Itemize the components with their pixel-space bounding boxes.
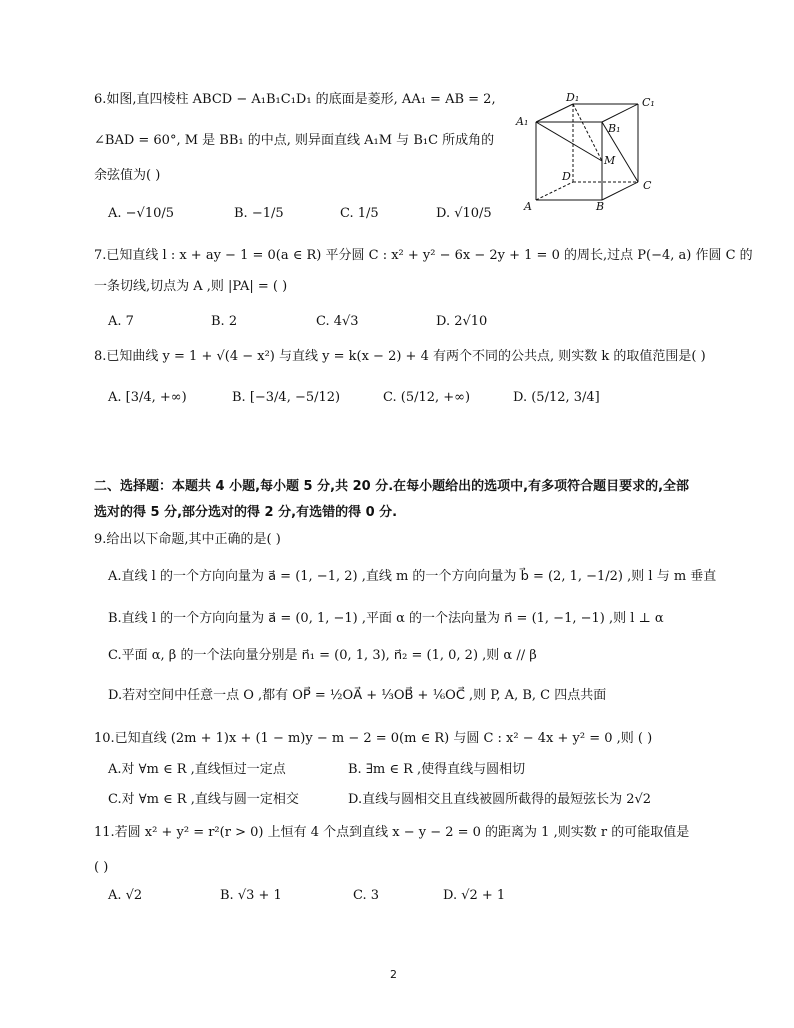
q8-option-a: A. [3/4, +∞) (108, 390, 187, 405)
q10-option-b: B. ∃m ∈ R ,使得直线与圆相切 (348, 762, 526, 777)
q6-line3: 余弦值为( ) (94, 168, 161, 183)
label-b: B (596, 200, 605, 213)
q9-option-c: C.平面 α, β 的一个法向量分别是 n⃗₁ = (0, 1, 3), n⃗₂ = (1, 0, 2) ,则 α // β (108, 648, 537, 663)
q11-option-c: C. 3 (353, 888, 380, 903)
q10-stem: 10.已知直线 (2m + 1)x + (1 − m)y − m − 2 = 0(m ∈ R) 与圆 C : x² − 4x + y² = 0 ,则 ( ) (94, 731, 653, 746)
q9-option-b: B.直线 l 的一个方向向量为 a⃗ = (0, 1, −1) ,平面 α 的一个法向量为 n⃗ = (1, −1, −1) ,则 l ⊥ α (108, 611, 664, 626)
q8-option-d: D. (5/12, 3/4] (513, 390, 600, 405)
q9-stem: 9.给出以下命题,其中正确的是( ) (94, 532, 281, 547)
prism-figure (510, 92, 680, 214)
section2-heading-line2: 选对的得 5 分,部分选对的得 2 分,有选错的得 0 分. (94, 505, 398, 520)
q6-line2: ∠BAD = 60°, M 是 BB₁ 的中点, 则异面直线 A₁M 与 B₁C 所成角的 (94, 133, 495, 148)
q7-option-c: C. 4√3 (316, 314, 359, 329)
section2-heading-line1: 二、选择题：本题共 4 小题,每小题 5 分,共 20 分.在每小题给出的选项中,有多项符合题目要求的,全部 (94, 479, 690, 494)
q7-line1: 7.已知直线 l : x + ay − 1 = 0(a ∈ R) 平分圆 C : x² + y² − 6x − 2y + 1 = 0 的周长,过点 P(−4, a) 作圆 C 的 (94, 248, 753, 263)
label-c: C (643, 179, 652, 192)
q8-line1: 8.已知曲线 y = 1 + √(4 − x²) 与直线 y = k(x − 2) + 4 有两个不同的公共点, 则实数 k 的取值范围是( ) (94, 349, 706, 364)
q11-option-b: B. √3 + 1 (220, 888, 282, 903)
q7-option-b: B. 2 (211, 314, 238, 329)
label-d: D (562, 170, 571, 183)
q10-options-row2 (108, 788, 728, 810)
q7-line2: 一条切线,切点为 A ,则 |PA| = ( ) (94, 279, 288, 294)
q11-option-d: D. √2 + 1 (443, 888, 506, 903)
q11-options (108, 888, 728, 910)
label-a1: A₁ (516, 115, 529, 128)
q7-options (108, 314, 728, 336)
q11-line1: 11.若圆 x² + y² = r²(r > 0) 上恒有 4 个点到直线 x − y − 2 = 0 的距离为 1 ,则实数 r 的可能取值是 (94, 825, 690, 840)
label-m: M (604, 154, 616, 167)
q9-option-d: D.若对空间中任意一点 O ,都有 OP⃗ = ½OA⃗ + ⅓OB⃗ + ⅙OC⃗ ,则 P, A, B, C 四点共面 (108, 688, 607, 703)
label-c1: C₁ (642, 96, 655, 109)
q7-option-a: A. 7 (108, 314, 134, 329)
q6-option-a: A. −√10/5 (108, 206, 175, 221)
q8-options (108, 390, 728, 412)
q11-option-a: A. √2 (108, 888, 143, 903)
q10-options-row1 (108, 758, 728, 780)
label-b1: B₁ (608, 122, 621, 135)
q6-option-b: B. −1/5 (234, 206, 284, 221)
q10-option-d: D.直线与圆相交且直线被圆所截得的最短弦长为 2√2 (348, 792, 652, 807)
page-number: 2 (390, 968, 397, 981)
q9-option-a: A.直线 l 的一个方向向量为 a⃗ = (1, −1, 2) ,直线 m 的一个方向向量为 b⃗ = (2, 1, −1/2) ,则 l 与 m 垂直 (108, 569, 717, 584)
q10-option-c: C.对 ∀m ∈ R ,直线与圆一定相交 (108, 792, 299, 807)
q6-line1: 6.如图,直四棱柱 ABCD − A₁B₁C₁D₁ 的底面是菱形, AA₁ = AB = 2, (94, 92, 496, 107)
q11-line2: ( ) (94, 860, 109, 875)
q6-option-d: D. √10/5 (436, 206, 492, 221)
label-a: A (524, 200, 532, 213)
q8-option-b: B. [−3/4, −5/12) (232, 390, 341, 405)
label-d1: D₁ (566, 92, 580, 104)
q6-option-c: C. 1/5 (340, 206, 379, 221)
q8-option-c: C. (5/12, +∞) (383, 390, 471, 405)
q7-option-d: D. 2√10 (436, 314, 488, 329)
q10-option-a: A.对 ∀m ∈ R ,直线恒过一定点 (108, 762, 286, 777)
